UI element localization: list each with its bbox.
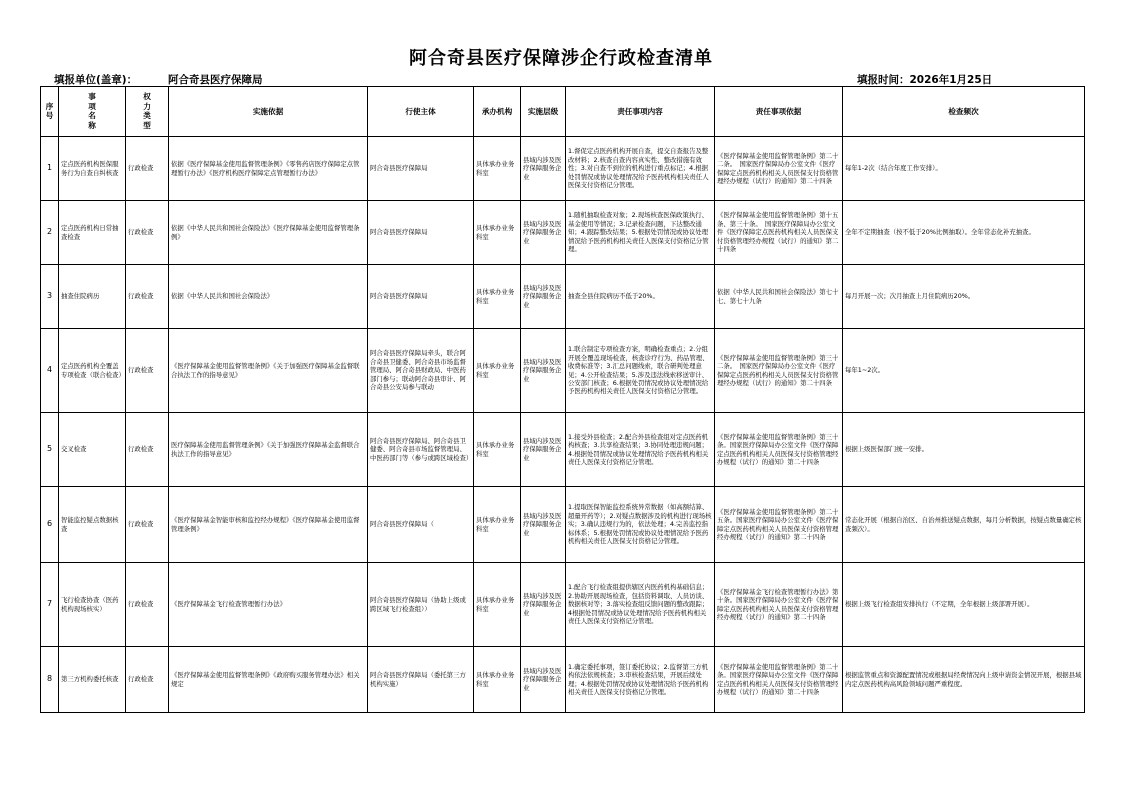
cell-item: 抽查住院病历 <box>59 265 126 329</box>
cell-type: 行政检查 <box>126 265 169 329</box>
cell-seq: 4 <box>41 329 59 413</box>
cell-resp-basis: 《医疗保障基金使用监督管理条例》第十五条、第三十条。 国家医疗保障局办公室文件《医疗保障定点医药机构相关人员医保支付资格管理经办规程（试行）的通知》第二十四条 <box>715 201 843 265</box>
unit-value: 阿合奇县医疗保障局 <box>168 74 263 86</box>
cell-freq: 每月开展一次；次月抽查上月住院病历20%。 <box>843 265 1085 329</box>
table-header-row <box>41 87 1085 137</box>
cell-level: 县域内涉及医疗保障服务企业 <box>521 647 566 713</box>
col-header-org: 承办机构 <box>474 87 521 137</box>
cell-org: 具体承办业务科室 <box>474 201 521 265</box>
cell-org: 具体承办业务科室 <box>474 329 521 413</box>
cell-item: 交叉检查 <box>59 413 126 487</box>
cell-subject: 阿合奇县医疗保障局（ <box>368 487 474 563</box>
cell-resp-basis: 《医疗保障基金使用监督管理条例》第二十二条。 国家医疗保障局办公室文件《医疗保障定点医药机构相关人员医保支付资格管理经办规程（试行）的通知》第二十四条 <box>715 137 843 201</box>
table-row <box>41 647 1085 713</box>
cell-basis: 依据《医疗保障基金使用监督管理条例》《零售药店医疗保障定点管理暂行办法》《医疗机构医疗保障定点管理暂行办法》 <box>169 137 368 201</box>
cell-seq: 7 <box>41 563 59 647</box>
table-row <box>41 329 1085 413</box>
cell-subject: 阿合奇县医疗保障局（协助上级或跨区域飞行检查组）） <box>368 563 474 647</box>
cell-seq: 1 <box>41 137 59 201</box>
cell-type: 行政检查 <box>126 201 169 265</box>
table-row <box>41 563 1085 647</box>
cell-resp-basis: 《医疗保障基金使用监督管理条例》第三十二条。 国家医疗保障局办公室文件《医疗保障定点医药机构相关人员医保支付资格管理经办规程（试行）的通知》第二十四条 <box>715 329 843 413</box>
cell-basis: 依据《中华人民共和国社会保险法》 <box>169 265 368 329</box>
cell-resp-basis: 《医疗保障基金飞行检查管理暂行办法》第十条。国家医疗保障局办公室文件《医疗保障定点医药机构相关人员医保支付资格管理经办规程（试行）的通知》第二十四条 <box>715 563 843 647</box>
cell-resp: 1.确定委托事项，签订委托协议；2.监督第三方机构依法依规核查；3.审核检查结果，开展后续处理；4.根据处罚情况或协议处理情况给予医药机构相关责任人医保支付资格记分管理。 <box>566 647 715 713</box>
cell-item: 定点医药机构日常抽查检查 <box>59 201 126 265</box>
cell-org: 具体承办业务科室 <box>474 413 521 487</box>
cell-item: 定点医药机构全覆盖专项检查（联合检查） <box>59 329 126 413</box>
cell-seq: 8 <box>41 647 59 713</box>
cell-resp: 1.提取医保智能监控系统异常数据（如高额结算、超量开药等）；2.对疑点数据涉及的机构进行现场核实；3.确认违规行为的，依法处理；4.完善监控指标体系；5.根据处罚情况或协议处理情况给予医药机构相关责任人医保支付资格记分管理。 <box>566 487 715 563</box>
report-date: 填报时间：2026年1月25日 <box>857 74 993 86</box>
cell-level: 县域内涉及医疗保障服务企业 <box>521 413 566 487</box>
page-title: 阿合奇县医疗保障涉企行政检查清单 <box>409 48 713 69</box>
col-header-resp: 责任事项内容 <box>566 87 715 137</box>
cell-resp: 1.督促定点医药机构开展自查，提交自查报告及整改材料；2.核查自查内容真实性、整改措施有效性；3.对自查不到位的机构进行重点标记；4.根据处罚情况或协议处理情况给予医药机构相关责任人医保支付资格记分管理。 <box>566 137 715 201</box>
cell-resp-basis: 《医疗保障基金使用监督管理条例》第二十五条。国家医疗保障局办公室文件《医疗保障定点医药机构相关人员医保支付资格管理经办规程（试行）的通知》第二十四条 <box>715 487 843 563</box>
cell-subject: 阿合奇县医疗保障局 <box>368 201 474 265</box>
cell-item: 定点医药机构医保服务行为自查自纠核查 <box>59 137 126 201</box>
cell-item: 飞行检查协查（医药机构现场核实） <box>59 563 126 647</box>
cell-org: 具体承办业务科室 <box>474 563 521 647</box>
cell-basis: 《医疗保障基金使用监督管理条例》《关于加强医疗保障基金监督联合执法工作的指导意见》 <box>169 329 368 413</box>
cell-freq: 常态化开展（根据自治区、自治州推送疑点数据，每月分析数据，按疑点数量确定核查频次）。 <box>843 487 1085 563</box>
cell-level: 县域内涉及医疗保障服务企业 <box>521 265 566 329</box>
cell-subject: 阿合奇县医疗保障局 <box>368 137 474 201</box>
cell-type: 行政检查 <box>126 413 169 487</box>
col-header-item: 事项名称 <box>59 87 126 137</box>
cell-subject: 阿合奇县医疗保障局、阿合奇县卫健委、阿合奇县市场监督管理局、中医药部门等（参与或跨区域检查） <box>368 413 474 487</box>
cell-freq: 根据上级飞行检查组安排执行（不定期，全年根据上级部署开展）。 <box>843 563 1085 647</box>
cell-basis: 依据《中华人民共和国社会保险法》《医疗保障基金使用监督管理条例》 <box>169 201 368 265</box>
col-header-subject: 行使主体 <box>368 87 474 137</box>
table-row <box>41 265 1085 329</box>
cell-resp: 1.配合飞行检查组提供辖区内医药机构基础信息；2.协助开展现场检查，包括资料调取、人员访谈、数据核对等；3.落实检查组反馈问题的整改跟踪；4根据处罚情况或协议处理情况给予医药机构相关责任人医保支付资格记分管理。 <box>566 563 715 647</box>
cell-level: 县域内涉及医疗保障服务企业 <box>521 487 566 563</box>
col-header-basis: 实施依据 <box>169 87 368 137</box>
cell-resp: 1.联合制定专项检查方案，明确检查重点；2.分组开展全覆盖现场检查，核查诊疗行为、药品管理、收费标准等；3.汇总问题线索，联合研判处理意见；4.公开检查结果；5.涉及违法线索移送审计、公安部门核查；6.根据处罚情况或协议处理情况给予医药机构相关责任人医保支付资格记分管理。 <box>566 329 715 413</box>
cell-org: 具体承办业务科室 <box>474 265 521 329</box>
cell-level: 县域内涉及医疗保障服务企业 <box>521 563 566 647</box>
cell-freq: 每年1~2次。 <box>843 329 1085 413</box>
col-header-seq: 序号 <box>41 87 59 137</box>
cell-level: 县域内涉及医疗保障服务企业 <box>521 137 566 201</box>
cell-resp: 抽查全县住院病历不低于20%。 <box>566 265 715 329</box>
cell-item: 第三方机构委托核查 <box>59 647 126 713</box>
cell-type: 行政检查 <box>126 563 169 647</box>
table-row <box>41 201 1085 265</box>
cell-resp-basis: 依据《中华人民共和国社会保险法》第七十七、第七十九条 <box>715 265 843 329</box>
cell-level: 县域内涉及医疗保障服务企业 <box>521 201 566 265</box>
table-row <box>41 413 1085 487</box>
cell-seq: 3 <box>41 265 59 329</box>
col-header-level: 实施层级 <box>521 87 566 137</box>
cell-org: 具体承办业务科室 <box>474 487 521 563</box>
col-header-type: 权力类型 <box>126 87 169 137</box>
table-row <box>41 487 1085 563</box>
cell-item: 智能监控疑点数据核查 <box>59 487 126 563</box>
cell-type: 行政检查 <box>126 487 169 563</box>
cell-basis: 《医疗保障基金飞行检查管理暂行办法》 <box>169 563 368 647</box>
cell-resp-basis: 《医疗保障基金使用监督管理条例》第三十条。国家医疗保障局办公室文件《医疗保障定点医药机构相关人员医保支付资格管理经办规程（试行）的通知》第二十四条 <box>715 413 843 487</box>
table-row <box>41 137 1085 201</box>
cell-freq: 根据监管重点和资源配置情况或根据局经费情况向上级申请资金情况开展，根据县域内定点医药机构高风险领域问题严重程度。 <box>843 647 1085 713</box>
cell-subject: 阿合奇县医疗保障局（委托第三方机构实施） <box>368 647 474 713</box>
cell-level: 县域内涉及医疗保障服务企业 <box>521 329 566 413</box>
cell-resp: 1.随机抽取检查对象；2.现场核查医保政策执行、基金使用等情况；3.记录检查问题，下达整改通知；4.跟踪整改结果；5.根据处罚情况或协议处理情况给予医药机构相关责任人医保支付资格记分管理。 <box>566 201 715 265</box>
cell-basis: 医疗保障基金使用监督管理条例》《关于加强医疗保障基金监督联合执法工作的指导意见》 <box>169 413 368 487</box>
cell-freq: 全年不定期抽查（按不低于20%比例抽取）。全年常态化补充抽查。 <box>843 201 1085 265</box>
cell-type: 行政检查 <box>126 137 169 201</box>
cell-type: 行政检查 <box>126 329 169 413</box>
inspection-table <box>40 86 1085 713</box>
cell-subject: 阿合奇县医疗保障局牵头，联合阿合奇县卫健委、阿合奇县市场监督管理局、阿合奇县财政局、中医药部门参与；联动阿合奇县审计、阿合奇县公安局参与联动 <box>368 329 474 413</box>
cell-type: 行政检查 <box>126 647 169 713</box>
cell-subject: 阿合奇县医疗保障局 <box>368 265 474 329</box>
cell-basis: 《医疗保障基金使用监督管理条例》《政府购买服务管理办法》相关规定 <box>169 647 368 713</box>
cell-freq: 每年1-2次（结合年度工作安排）。 <box>843 137 1085 201</box>
cell-seq: 2 <box>41 201 59 265</box>
col-header-resp-basis: 责任事项依据 <box>715 87 843 137</box>
cell-seq: 5 <box>41 413 59 487</box>
cell-org: 具体承办业务科室 <box>474 647 521 713</box>
unit-label: 填报单位(盖章)： <box>54 74 138 86</box>
cell-resp-basis: 《医疗保障基金使用监督管理条例》第二十条。国家医疗保障局办公室文件《医疗保障定点医药机构相关人员医保支付资格管理经办规程（试行）的通知》第二十四条 <box>715 647 843 713</box>
cell-freq: 根据上级医保部门统一安排。 <box>843 413 1085 487</box>
cell-resp: 1.接受外县检查；2.配合外县检查组对定点医药机构核查；3.共享检查结果；3.协同处理违规问题；4.根据处罚情况或协议处理情况给予医药机构相关责任人医保支付资格记分管理。 <box>566 413 715 487</box>
cell-basis: 《医疗保障基金智能审核和监控经办规程》《医疗保障基金使用监督管理条例》 <box>169 487 368 563</box>
cell-org: 具体承办业务科室 <box>474 137 521 201</box>
col-header-freq: 检查频次 <box>843 87 1085 137</box>
cell-seq: 6 <box>41 487 59 563</box>
